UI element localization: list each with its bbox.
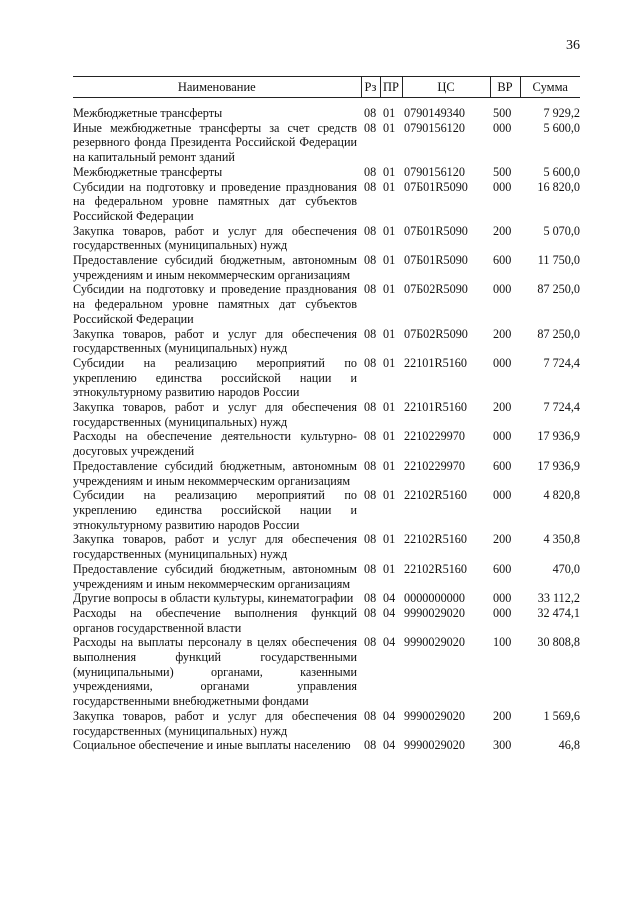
table-row [73,180,580,224]
cell-vr: 500 [493,164,512,179]
cell-cs: 07Б01R5090 [404,253,468,268]
cell-name: Закупка товаров, работ и услуг для обеспечения государственных (муниципальных) нужд [73,326,357,356]
cell-sum: 7 724,4 [543,400,580,415]
cell-name: Предоставление субсидий бюджетным, автономным учреждениям и иным некоммерческим организациям [73,561,357,591]
cell-rz: 08 [364,429,377,444]
cell-name: Предоставление субсидий бюджетным, автономным учреждениям и иным некоммерческим организациям [73,458,357,488]
cell-cs: 0790149340 [404,106,465,120]
cell-name: Межбюджетные трансферты [73,106,223,120]
header-rz: Рз [361,77,380,98]
cell-pr: 01 [383,253,396,268]
cell-cs: 2210229970 [404,458,465,473]
cell-cs: 22102R5160 [404,488,467,503]
cell-name: Предоставление субсидий бюджетным, автономным учреждениям и иным некоммерческим организациям [73,253,357,282]
cell-vr: 000 [493,429,512,444]
cell-rz: 08 [364,532,377,547]
cell-rz: 08 [364,355,377,370]
cell-cs: 2210229970 [404,429,465,444]
cell-cs: 0790156120 [404,120,465,135]
cell-vr: 000 [493,488,512,503]
cell-vr: 000 [493,591,512,606]
cell-pr: 01 [383,120,396,135]
cell-rz: 08 [364,591,377,606]
table-row [73,98,580,121]
cell-name: Другие вопросы в области культуры, кинематографии [73,591,354,606]
cell-vr: 200 [493,223,512,238]
cell-rz: 08 [364,708,377,723]
cell-sum: 16 820,0 [537,179,580,194]
cell-pr: 04 [383,591,396,606]
table-row [73,253,580,282]
cell-rz: 08 [364,106,377,120]
cell-cs: 22101R5160 [404,400,467,415]
cell-sum: 17 936,9 [537,458,580,473]
cell-vr: 200 [493,708,512,723]
cell-cs: 22101R5160 [404,355,467,370]
header-name: Наименование [73,77,361,98]
cell-vr: 000 [493,282,512,297]
cell-vr: 200 [493,532,512,547]
cell-sum: 7 724,4 [543,355,580,370]
cell-rz: 08 [364,120,377,135]
cell-vr: 600 [493,253,512,268]
cell-cs: 07Б01R5090 [404,223,468,238]
cell-rz: 08 [364,179,377,194]
cell-vr: 000 [493,605,512,620]
table-row [73,121,580,165]
cell-rz: 08 [364,326,377,341]
table-row [73,532,580,561]
cell-pr: 01 [383,223,396,238]
cell-name: Расходы на обеспечение деятельности культурно-досуговых учреждений [73,429,357,459]
table-row [73,562,580,591]
cell-pr: 04 [383,708,396,723]
cell-rz: 08 [364,400,377,415]
cell-cs: 22102R5160 [404,561,467,576]
cell-name: Иные межбюджетные трансферты за счет средств резервного фонда Президента Российской Федерации на капитальный ремонт зданий [73,120,357,165]
cell-vr: 200 [493,400,512,415]
header-row [73,77,580,98]
cell-name: Закупка товаров, работ и услуг для обеспечения государственных (муниципальных) нужд [73,400,357,429]
cell-pr: 04 [383,635,396,650]
cell-rz: 08 [364,458,377,473]
cell-rz: 08 [364,635,377,650]
cell-rz: 08 [364,223,377,238]
cell-cs: 0000000000 [404,591,465,606]
cell-sum: 4 820,8 [543,488,580,503]
cell-pr: 01 [383,179,396,194]
cell-vr: 600 [493,458,512,473]
cell-pr: 01 [383,106,396,120]
header-pr: ПР [380,77,402,98]
cell-pr: 01 [383,282,396,297]
cell-sum: 470,0 [552,561,580,576]
cell-rz: 08 [364,164,377,179]
cell-pr: 01 [383,429,396,444]
cell-name: Межбюджетные трансферты [73,164,223,179]
cell-sum: 87 250,0 [537,326,580,341]
cell-vr: 600 [493,561,512,576]
cell-pr: 01 [383,164,396,179]
table-row [73,459,580,488]
cell-cs: 07Б01R5090 [404,179,468,194]
cell-rz: 08 [364,488,377,503]
cell-pr: 01 [383,326,396,341]
cell-pr: 01 [383,532,396,547]
cell-sum: 17 936,9 [537,429,580,444]
table-row [73,591,580,606]
cell-name: Расходы на выплаты персоналу в целях обеспечения выполнения функций государственными (муниципальными) органами, казенными учреждениями, органами управления государственными внебюджетными фондами [73,635,357,709]
cell-sum: 33 112,2 [537,591,580,606]
cell-cs: 9990029020 [404,635,465,650]
header-sum: Сумма [520,77,580,98]
table-row [73,282,580,326]
cell-pr: 04 [383,738,396,753]
table-row [73,327,580,356]
cell-name: Закупка товаров, работ и услуг для обеспечения государственных (муниципальных) нужд [73,708,357,738]
cell-sum: 46,8 [558,738,580,753]
cell-cs: 07Б02R5090 [404,282,468,297]
cell-rz: 08 [364,253,377,268]
table-row [73,488,580,532]
table-header [73,77,580,98]
cell-name: Расходы на обеспечение выполнения функций органов государственной власти [73,605,357,635]
cell-rz: 08 [364,738,377,753]
cell-cs: 07Б02R5090 [404,326,468,341]
cell-sum: 30 808,8 [537,635,580,650]
cell-vr: 300 [493,738,512,753]
cell-cs: 9990029020 [404,708,465,723]
cell-vr: 000 [493,120,512,135]
cell-rz: 08 [364,561,377,576]
cell-vr: 000 [493,179,512,194]
cell-rz: 08 [364,282,377,297]
table-body [73,98,580,753]
cell-sum: 5 070,0 [543,223,580,238]
cell-rz: 08 [364,605,377,620]
cell-name: Субсидии на реализацию мероприятий по укреплению единства российской нации и этнокультурному развитию народов России [73,355,357,400]
table-row [73,429,580,458]
table-row [73,709,580,738]
cell-name: Субсидии на реализацию мероприятий по укреплению единства российской нации и этнокультурному развитию народов России [73,488,357,532]
cell-pr: 01 [383,355,396,370]
cell-sum: 7 929,2 [543,106,580,120]
cell-pr: 01 [383,400,396,415]
table-row [73,165,580,180]
cell-cs: 0790156120 [404,164,465,179]
table-row [73,635,580,709]
table-row [73,356,580,400]
table-row [73,400,580,429]
cell-vr: 100 [493,635,512,650]
page-number: 36 [566,38,580,53]
cell-sum: 11 750,0 [537,253,580,268]
cell-pr: 01 [383,488,396,503]
cell-sum: 5 600,0 [543,120,580,135]
cell-vr: 500 [493,106,512,120]
cell-pr: 01 [383,561,396,576]
cell-sum: 4 350,8 [543,532,580,547]
table-row [73,224,580,253]
cell-sum: 87 250,0 [537,282,580,297]
cell-name: Субсидии на подготовку и проведение празднования на федеральном уровне памятных дат субъектов Российской Федерации [73,282,357,326]
cell-sum: 1 569,6 [543,708,580,723]
cell-pr: 01 [383,458,396,473]
budget-table [73,76,580,753]
cell-cs: 9990029020 [404,605,465,620]
cell-vr: 200 [493,326,512,341]
table-row [73,606,580,635]
cell-sum: 32 474,1 [537,605,580,620]
cell-vr: 000 [493,355,512,370]
table-row [73,738,580,753]
cell-name: Социальное обеспечение и иные выплаты населению [73,738,351,753]
cell-cs: 9990029020 [404,738,465,753]
cell-name: Субсидии на подготовку и проведение празднования на федеральном уровне памятных дат субъектов Российской Федерации [73,179,357,223]
header-vr: ВР [490,77,520,98]
cell-sum: 5 600,0 [543,164,580,179]
header-cs: ЦС [402,77,490,98]
cell-cs: 22102R5160 [404,532,467,547]
cell-pr: 04 [383,605,396,620]
cell-name: Закупка товаров, работ и услуг для обеспечения государственных (муниципальных) нужд [73,223,357,253]
cell-name: Закупка товаров, работ и услуг для обеспечения государственных (муниципальных) нужд [73,532,357,562]
